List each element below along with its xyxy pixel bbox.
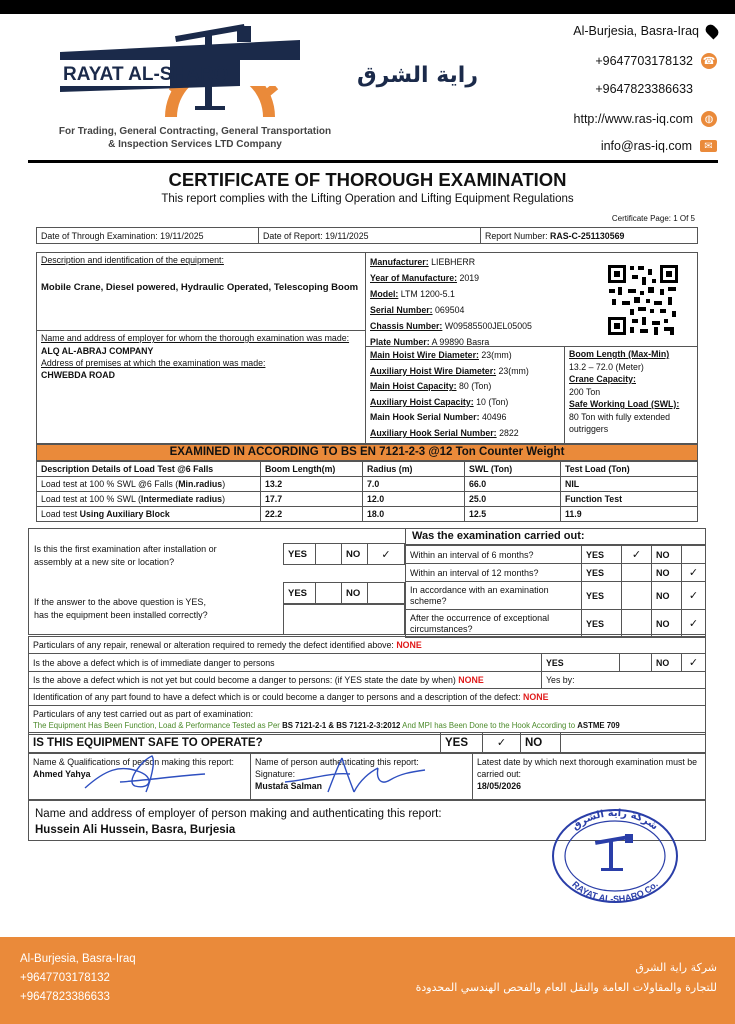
- table-row: Load test at 100 % SWL @6 Falls (Min.radius) 13.2 7.0 66.0 NIL: [37, 477, 698, 492]
- safe-to-operate: IS THIS EQUIPMENT SAFE TO OPERATE? YES ✓ NO: [28, 732, 706, 753]
- hoist-main-hook: Main Hook Serial Number: 40496: [370, 412, 507, 423]
- q2-spacer: [283, 604, 405, 635]
- spec-plate: Plate Number: A 99890 Basra: [370, 337, 490, 347]
- table-row: Load test at 100 % SWL (Intermediate radius) 17.7 12.0 25.0 Function Test: [37, 492, 698, 507]
- page-subtitle: This report complies with the Lifting Operation and Lifting Equipment Regulations: [161, 193, 574, 205]
- defects-table: Particulars of any repair, renewal or alteration required to remedy the defect identified above: NONE Is the above a defect which is of immediate danger to persons YES NO ✓ Is the above a defect which is not yet but could become a danger to persons: (if YES state the date by when) NONE Yes by: Identification of any part found to have a defect which is or could become a danger to persons and a description of the defect: NONE Particulars of any test carried out as part of examination: The Equipment Has Been Function, Load & Performance Tested as Per BS 7121-2-1 & BS 7121-2-3:2012 And MPI has Been Done to the Hook According to ASTME 709: [28, 636, 706, 735]
- hoist-aux-capacity: Auxiliary Hoist Capacity: 10 (Ton): [370, 396, 509, 407]
- spec-year: Year of Manufacture: 2019: [370, 273, 480, 283]
- q2-answer: YES NO: [283, 582, 405, 604]
- employer-name: ALQ AL-ABRAJ COMPANY: [41, 346, 154, 357]
- stamp-top-text: شركة راية الشرق: [570, 807, 660, 833]
- globe-icon: ◍: [701, 111, 717, 127]
- footer-contact: Al-Burjesia, Basra-Iraq +9647703178132 +9647823386633: [20, 953, 136, 1003]
- dates-table: [36, 227, 698, 244]
- mail-icon: ✉: [700, 140, 717, 152]
- phone-icon: ☎: [701, 53, 717, 69]
- boom-block: Boom Length (Max-Min) 13.2 – 72.0 (Meter) Crane Capacity: 200 Ton Safe Working Load (SWL): 80 Ton with fully extended outriggers: [564, 346, 698, 444]
- reporting-employer-value: Hussein Ali Hussein, Basra, Burjesia: [35, 824, 236, 836]
- persons-table: Name & Qualifications of person making this report: Ahmed Yahya Name of person authenticating this report: Signature: Mustafa Salman Latest date by which next thorough examination must be carried out: 18/05/2026: [28, 753, 706, 800]
- header-divider: [28, 160, 718, 163]
- exam-date-cell: Date of Through Examination: 19/11/2025: [37, 228, 259, 244]
- company-stamp: [549, 806, 681, 906]
- maker-name: Ahmed Yahya: [33, 769, 91, 779]
- contact-email[interactable]: info@ras-iq.com ✉: [601, 139, 717, 153]
- table-row: Load test Using Auxiliary Block 22.2 18.0 12.5 11.9: [37, 507, 698, 522]
- contact-website[interactable]: http://www.ras-iq.com ◍: [574, 111, 717, 127]
- hoist-main-capacity: Main Hoist Capacity: 80 (Ton): [370, 381, 492, 392]
- hoist-list: [370, 348, 562, 442]
- authenticator-name: Mustafa Salman: [255, 781, 322, 791]
- hoist-aux-hook: Auxiliary Hook Serial Number: 2822: [370, 427, 519, 438]
- spec-list: [370, 254, 600, 350]
- logo-graphic: [45, 22, 479, 157]
- examined-banner: EXAMINED IN ACCORDING TO BS EN 7121-2-3 @12 Ton Counter Weight: [36, 444, 698, 461]
- question-first-exam: Is this the first examination after installation or assembly at a new site or location?: [34, 544, 217, 567]
- contact-phone-2: +9647823386633: [595, 82, 693, 96]
- carried-out-heading: Was the examination carried out:: [405, 528, 706, 545]
- stamp-bottom-text: RAYAT AL-SHARQ Co.: [570, 879, 660, 905]
- company-line-2: & Inspection Services LTD Company: [108, 139, 282, 150]
- footer: [0, 937, 735, 1024]
- spec-chassis: Chassis Number: W09585500JEL05005: [370, 321, 532, 331]
- question-installed-correctly: If the answer to the above question is YES, has the equipment been installed correctly?: [34, 597, 208, 620]
- contact-phone-1: +9647703178132 ☎: [595, 54, 716, 68]
- company-logo: [45, 22, 479, 157]
- spec-model: Model: LTM 1200-5.1: [370, 289, 455, 299]
- map-pin-icon: [704, 23, 721, 40]
- carried-out-table: Within an interval of 6 months? YES ✓ NO Within an interval of 12 months? YES NO ✓ In accordance with an examination scheme? YES NO ✓ After the occurrence of exceptional circumstances? YES NO ✓: [405, 545, 706, 638]
- next-exam-date: 18/05/2026: [477, 781, 522, 791]
- equipment-left: Description and identification of the equipment: Mobile Crane, Diesel powered, Hydraulic Operated, Telescoping Boom Name and address of employer for whom the thorough examination was made: ALQ AL-ABRAJ COMPANY Address of premises at which the examination was made: CHWEBDA ROAD: [36, 252, 366, 444]
- hoist-aux-wire: Auxiliary Hoist Wire Diameter: 23(mm): [370, 365, 529, 376]
- premises-address: CHWEBDA ROAD: [41, 370, 115, 381]
- certificate-page: Certificate Page: 1 Of 5: [611, 214, 695, 223]
- footer-arabic: شركة راية الشرق للتجارة والمقاولات العامة والنقل العام والفحص الهندسي المحدودة: [415, 961, 717, 994]
- contact-address: Al-Burjesia, Basra-Iraq: [573, 24, 717, 38]
- top-bar: [0, 0, 735, 14]
- logo-text-en: RAYAT AL-SHARQ: [63, 64, 229, 85]
- signature-ahmed: [80, 752, 210, 798]
- reporting-employer: Name and address of employer of person making and authenticating this report: Hussein Ali Hussein, Basra, Burjesia: [28, 800, 706, 841]
- equipment-description: Mobile Crane, Diesel powered, Hydraulic Operated, Telescoping Boom: [36, 268, 365, 331]
- company-line-1: For Trading, General Contracting, General Transportation: [58, 126, 332, 137]
- spec-manufacturer: Manufacturer: LIEBHERR: [370, 257, 476, 267]
- load-test-table: [36, 461, 698, 522]
- report-date-cell: Date of Report: 19/11/2025: [259, 228, 481, 244]
- qr-code: [606, 263, 680, 337]
- load-test-header: Description Details of Load Test @6 Falls Boom Length(m) Radius (m) SWL (Ton) Test Load (Ton): [37, 462, 698, 477]
- hoist-main-wire: Main Hoist Wire Diameter: 23(mm): [370, 350, 512, 360]
- page-title: CERTIFICATE OF THOROUGH EXAMINATION: [168, 169, 567, 190]
- signature-mustafa: [280, 752, 430, 800]
- report-number-cell: Report Number: RAS-C-251130569: [481, 228, 698, 244]
- spec-serial: Serial Number: 069504: [370, 305, 465, 315]
- logo-text-ar: راية الشرق: [357, 63, 479, 88]
- q1-answer: YES NO ✓: [283, 543, 405, 565]
- check-icon: ✓: [368, 544, 405, 565]
